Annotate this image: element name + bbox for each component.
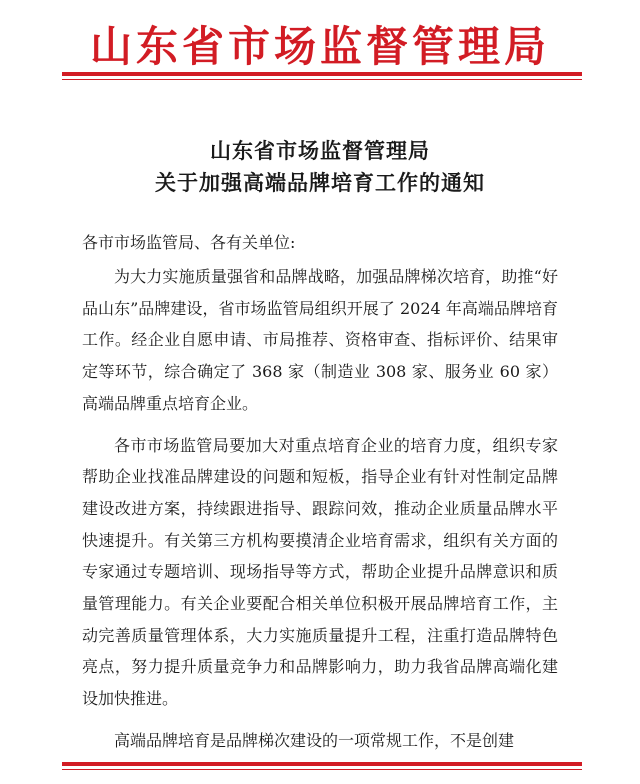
salutation: 各市市场监管局、各有关单位: xyxy=(82,233,296,252)
divider-thick-line xyxy=(62,72,582,76)
divider-thick-line xyxy=(62,762,582,766)
paragraph-2: 各市市场监管局要加大对重点培育企业的培育力度，组织专家帮助企业找准品牌建设的问题和短板，指导企业有针对性制定品牌建设改进方案，持续跟进指导、跟踪问效，推动企业质量品牌水平快速提升。有关第三方机构要摸清企业培育需求，组织有关方面的专家通过专题培训、现场指导等方式，帮助企业提升品牌意识和质量管理能力。有关企业要配合相关单位积极开展品牌培育工作，主动完善质量管理体系，大力实施质量提升工程，注重打造品牌特色亮点，努力提升质量竞争力和品牌影响力，助力我省品牌高端化建设加快推进。 xyxy=(82,435,558,709)
document-body xyxy=(82,261,558,757)
document-title-line-2: 关于加强高端品牌培育工作的通知 xyxy=(155,170,485,195)
paragraph-3: 高端品牌培育是品牌梯次建设的一项常规工作，不是创建 xyxy=(114,730,515,750)
divider-thin-line xyxy=(62,79,582,80)
footer-divider xyxy=(62,762,582,770)
paragraph-1: 为大力实施质量强省和品牌战略，加强品牌梯次培育，助推“好品山东”品牌建设，省市场监管局组织开展了 2024 年高端品牌培育工作。经企业自愿申请、市局推荐、资格审查、指标评价、结果审定等环节，综合确定了 368 家（制造业 308 家、服务业 60 家）高端品牌重点培育企业。 xyxy=(82,267,558,413)
divider-thin-line xyxy=(62,769,582,770)
agency-masthead: 山东省市场监督管理局 xyxy=(89,22,550,71)
masthead-divider xyxy=(62,72,582,80)
document-title-line-1: 山东省市场监督管理局 xyxy=(210,138,430,163)
